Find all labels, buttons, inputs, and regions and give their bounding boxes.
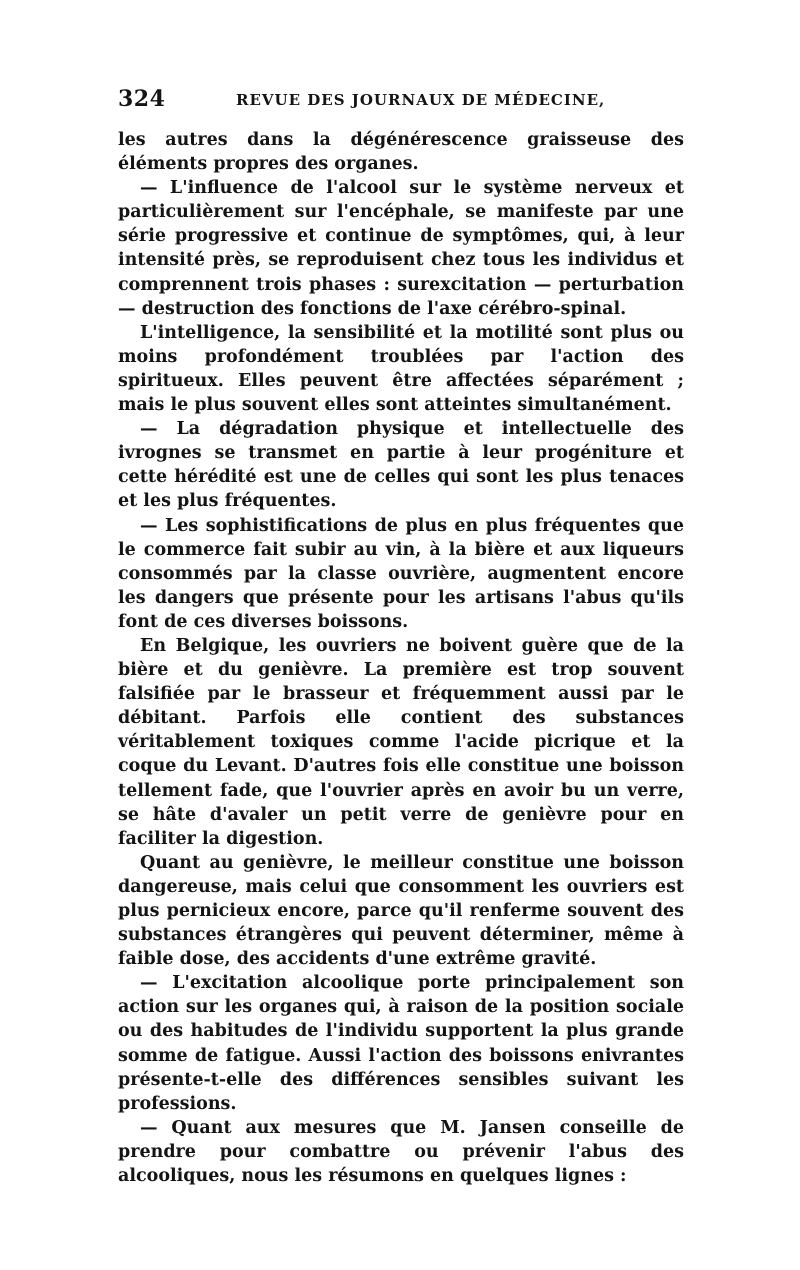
journal-title: REVUE DES JOURNAUX DE MÉDECINE, xyxy=(236,91,606,109)
paragraph-1: les autres dans la dégénérescence graisseuse des éléments propres des organes. xyxy=(118,130,684,175)
paragraph-4: — La dégradation physique et intellectuelle des ivrognes se transmet en partie à leur progéniture et cette hérédité est une de celles qui sont les plus tenaces et les plus fréquentes. xyxy=(118,419,684,512)
page-number: 324 xyxy=(118,86,166,112)
paragraph-3: L'intelligence, la sensibilité et la motilité sont plus ou moins profondément troublées par l'action des spiritueux. Elles peuvent être affectées séparément ; mais le plus souvent elles sont atteintes simultanément. xyxy=(118,322,684,416)
body-text xyxy=(118,128,684,1188)
paragraph-5: — Les sophistifications de plus en plus fréquentes que le commerce fait subir au vin, à la bière et aux liqueurs consommés par la classe ouvrière, augmentent encore les dangers que présente pour les artisans l'abus qu'ils font de ces diverses boissons. xyxy=(118,515,684,632)
paragraph-6: En Belgique, les ouvriers ne boivent guère que de la bière et du genièvre. La première est trop souvent falsifiée par le brasseur et fréquemment aussi par le débitant. Parfois elle contient des substances véritablement toxiques comme l'acide picrique et la coque du Levant. D'autres fois elle constitue une boisson tellement fade, que l'ouvrier après en avoir bu un verre, se hâte d'avaler un petit verre de genièvre pour en faciliter la digestion. xyxy=(118,635,684,849)
paragraph-7: Quant au genièvre, le meilleur constitue une boisson dangereuse, mais celui que consomment les ouvriers est plus pernicieux encore, parce qu'il renferme souvent des substances étrangères qui peuvent déterminer, même à faible dose, des accidents d'une extrême gravité. xyxy=(118,852,684,970)
paragraph-9: — Quant aux mesures que M. Jansen conseille de prendre pour combattre ou prévenir l'abus des alcooliques, nous les résumons en quelques lignes : xyxy=(118,1117,684,1187)
running-head xyxy=(118,86,686,116)
paragraph-2: — L'influence de l'alcool sur le système nerveux et particulièrement sur l'encéphale, se manifeste par une série progressive et continue de symptômes, qui, à leur intensité près, se reproduisent chez tous les individus et comprennent trois phases : surexcitation — perturbation — destruction des fonctions de l'axe cérébro-spinal. xyxy=(118,178,684,319)
paragraph-8: — L'excitation alcoolique porte principalement son action sur les organes qui, à raison de la position sociale ou des habitudes de l'individu supportent la plus grande somme de fatigue. Aussi l'action des boissons enivrantes présente-t-elle des différences sensibles suivant les professions. xyxy=(118,973,684,1114)
